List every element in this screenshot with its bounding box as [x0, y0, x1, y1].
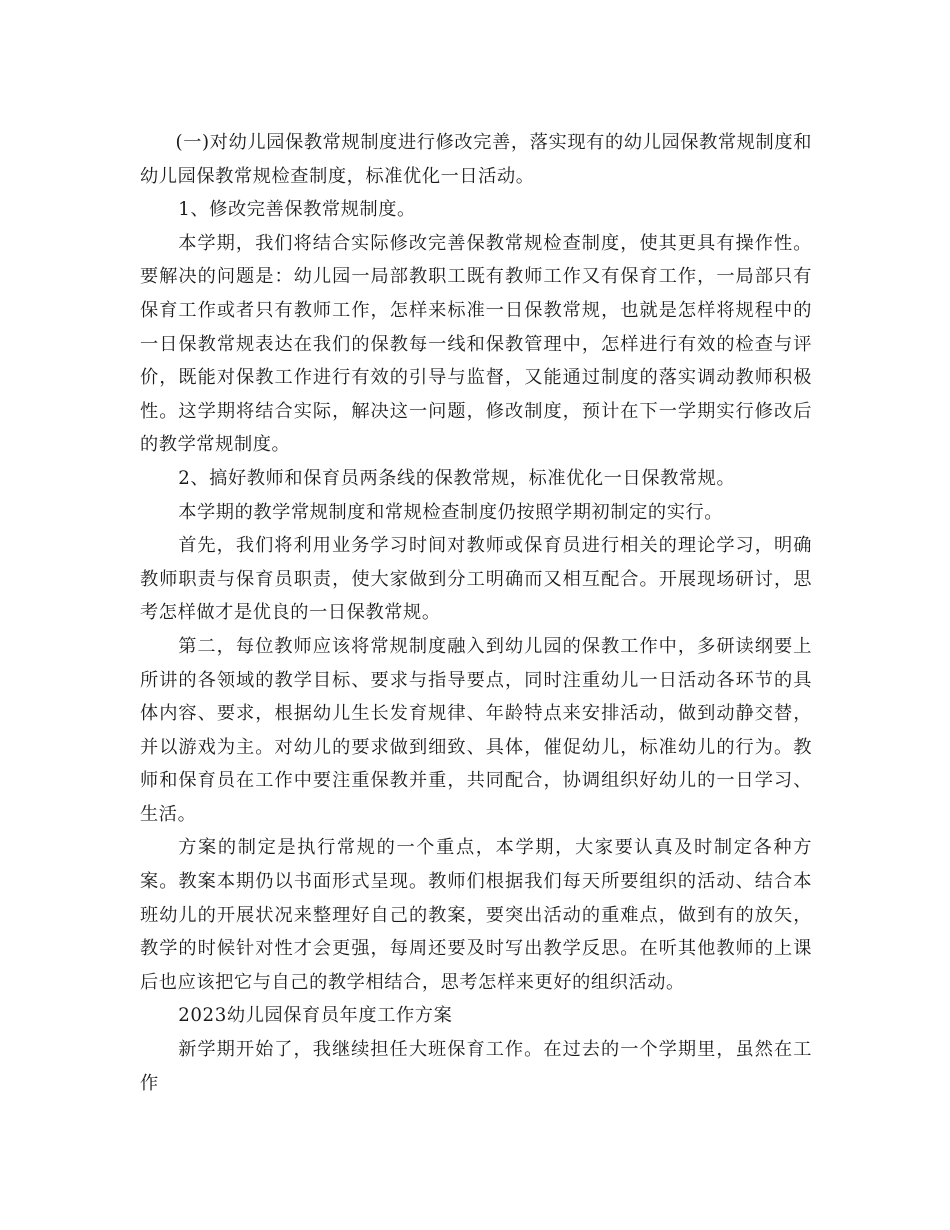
- paragraph-item-1-body: 本学期，我们将结合实际修改完善保教常规检查制度，使其更具有操作性。要解决的问题是：幼儿园一局部教职工既有教师工作又有保育工作，一局部只有保育工作或者只有教师工作，怎样来标准一日保教常规，也就是怎样将规程中的一日保教常规表达在我们的保教每一线和保教管理中，怎样进行有效的检查与评价，既能对保教工作进行有效的引导与监督，又能通过制度的落实调动教师积极性。这学期将结合实际，解决这一问题，修改制度，预计在下一学期实行修改后的教学常规制度。: [140, 232, 812, 456]
- paragraph-first: 首先，我们将利用业务学习时间对教师或保育员进行相关的理论学习，明确教师职责与保育员职责，使大家做到分工明确而又相互配合。开展现场研讨，思考怎样做才是优良的一日保教常规。: [140, 535, 812, 624]
- paragraph-plan: 方案的制定是执行常规的一个重点，本学期，大家要认真及时制定各种方案。教案本期仍以书面形式呈现。教师们根据我们每天所要组织的活动、结合本班幼儿的开展状况来整理好自己的教案，要突出活动的重难点，做到有的放矢，教学的时候针对性才会更强，每周还要及时写出教学反思。在听其他教师的上课后也应该把它与自己的教学相结合，思考怎样来更好的组织活动。: [140, 837, 812, 993]
- paragraph-section-heading: (一)对幼儿园保教常规制度进行修改完善，落实现有的幼儿园保教常规制度和幼儿园保教常规检查制度，标准优化一日活动。: [140, 132, 812, 187]
- document-body: [140, 126, 812, 1100]
- paragraph-item-2-heading: 2、搞好教师和保育员两条线的保教常规，标准优化一日保教常规。: [178, 467, 736, 489]
- paragraph-plan-intro: 新学期开始了，我继续担任大班保育工作。在过去的一个学期里，虽然在工作: [140, 1039, 812, 1094]
- paragraph-second: 第二，每位教师应该将常规制度融入到幼儿园的保教工作中，多研读纲要上所讲的各领域的教学目标、要求与指导要点，同时注重幼儿一日活动各环节的具体内容、要求，根据幼儿生长发育规律、年龄特点来安排活动，做到动静交替，并以游戏为主。对幼儿的要求做到细致、具体，催促幼儿，标准幼儿的行为。教师和保育员在工作中要注重保教并重，共同配合，协调组织好幼儿的一日学习、生活。: [140, 635, 812, 825]
- paragraph-item-1-heading: 1、修改完善保教常规制度。: [178, 199, 416, 221]
- paragraph-item-2-intro: 本学期的教学常规制度和常规检查制度仍按照学期初制定的实行。: [178, 501, 724, 523]
- paragraph-plan-title: 2023幼儿园保育员年度工作方案: [178, 1005, 453, 1027]
